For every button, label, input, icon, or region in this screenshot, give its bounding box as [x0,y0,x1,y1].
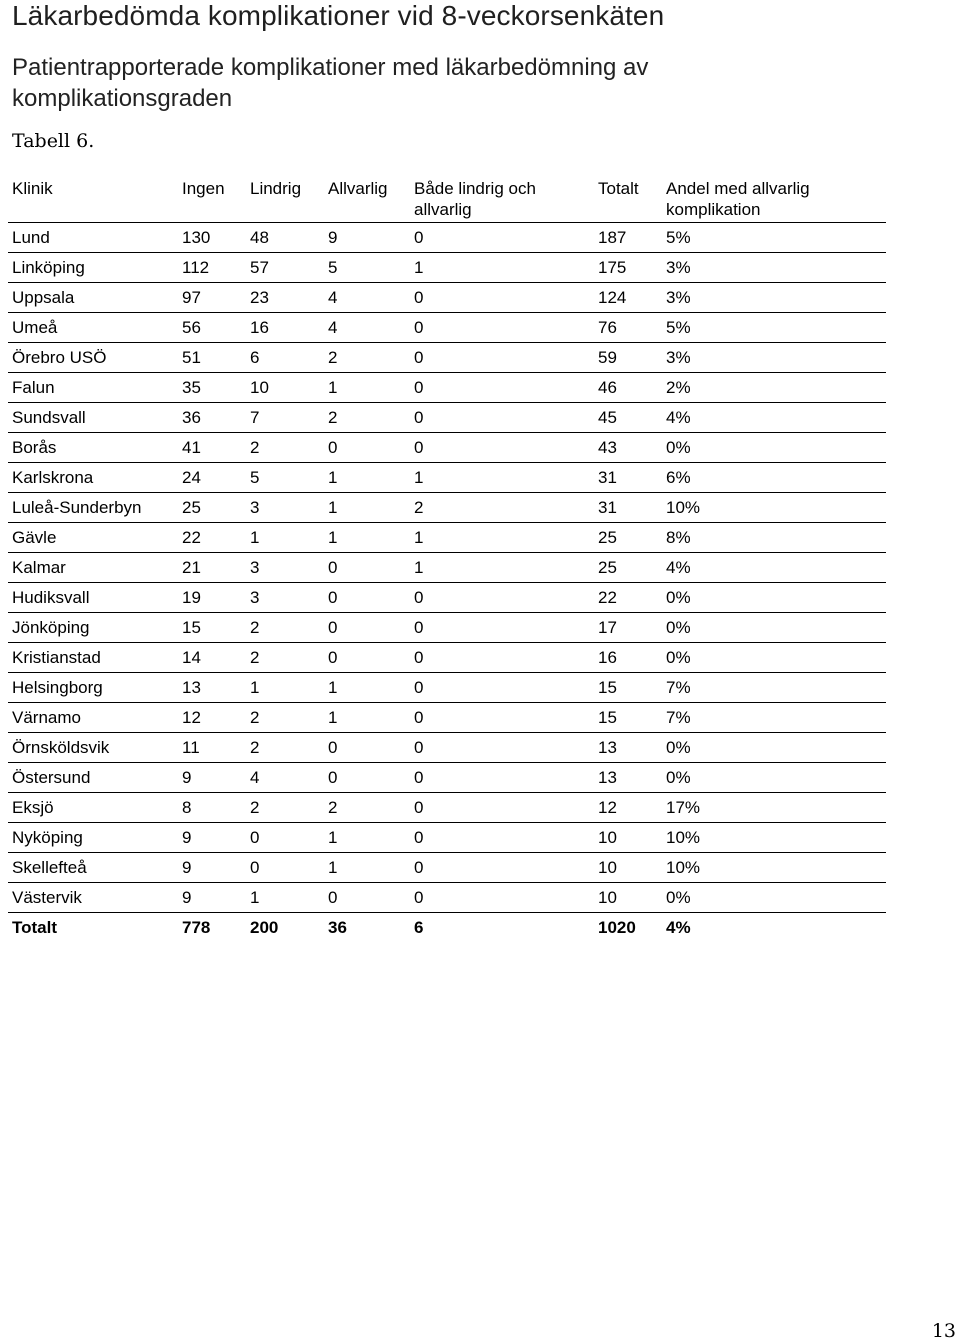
cell-allvarlig: 1 [328,527,338,547]
total-ingen: 778 [182,917,211,937]
complications-table [8,172,886,942]
cell-andel: 0% [666,737,691,757]
cell-andel: 10% [666,827,701,847]
table-row [8,612,886,642]
cell-andel: 3% [666,257,691,277]
total-row [8,912,886,942]
cell-totalt: 175 [598,257,627,277]
cell-ingen: 112 [182,257,210,277]
cell-andel: 0% [666,647,691,667]
cell-allvarlig: 1 [328,377,338,397]
cell-ingen: 13 [182,677,201,697]
cell-ingen: 21 [182,557,201,577]
cell-lindrig: 0 [250,857,260,877]
cell-allvarlig: 9 [328,227,338,247]
cell-totalt: 17 [598,617,617,637]
table-row [8,762,886,792]
cell-lindrig: 1 [250,887,260,907]
cell-bade: 0 [414,887,424,907]
cell-lindrig: 6 [250,347,260,367]
cell-andel: 5% [666,317,691,337]
cell-allvarlig: 0 [328,887,338,907]
cell-klinik: Örnsköldsvik [12,737,110,757]
cell-klinik: Linköping [12,257,85,277]
cell-totalt: 15 [598,707,617,727]
cell-allvarlig: 2 [328,797,338,817]
total-allvarlig: 36 [328,917,347,937]
cell-klinik: Skellefteå [12,857,87,877]
total-totalt: 1020 [598,917,636,937]
table-row [8,312,886,342]
cell-ingen: 56 [182,317,201,337]
cell-totalt: 59 [598,347,617,367]
table-caption: Tabell 6. [12,130,95,152]
cell-andel: 4% [666,557,691,577]
cell-totalt: 31 [598,497,617,517]
table-row [8,402,886,432]
cell-bade: 0 [414,407,424,427]
cell-lindrig: 57 [250,257,269,277]
cell-allvarlig: 0 [328,437,338,457]
cell-andel: 8% [666,527,691,547]
cell-bade: 0 [414,797,424,817]
cell-klinik: Falun [12,377,55,397]
cell-bade: 1 [414,257,424,277]
cell-totalt: 10 [598,887,617,907]
cell-totalt: 25 [598,557,617,577]
cell-ingen: 41 [182,437,201,457]
cell-lindrig: 2 [250,617,260,637]
page-title: Läkarbedömda komplikationer vid 8-veckorsenkäten [12,0,665,31]
cell-allvarlig: 0 [328,737,338,757]
cell-allvarlig: 1 [328,467,338,487]
cell-bade: 0 [414,587,424,607]
cell-klinik: Karlskrona [12,467,94,487]
cell-andel: 4% [666,407,691,427]
cell-klinik: Gävle [12,527,57,547]
cell-klinik: Värnamo [12,707,81,727]
cell-ingen: 12 [182,707,201,727]
cell-bade: 0 [414,317,424,337]
cell-lindrig: 2 [250,707,260,727]
header-andel: Andel med allvarlig komplikation [666,179,810,219]
cell-bade: 0 [414,227,424,247]
table-row [8,222,886,252]
cell-bade: 0 [414,677,424,697]
total-klinik: Totalt [12,917,58,937]
cell-allvarlig: 1 [328,497,338,517]
cell-andel: 7% [666,707,691,727]
table-row [8,342,886,372]
cell-klinik: Hudiksvall [12,587,90,607]
cell-ingen: 35 [182,377,201,397]
cell-totalt: 124 [598,287,627,307]
cell-klinik: Örebro USÖ [12,347,107,367]
cell-allvarlig: 0 [328,617,338,637]
cell-bade: 0 [414,647,424,667]
cell-allvarlig: 4 [328,287,338,307]
cell-allvarlig: 4 [328,317,338,337]
cell-lindrig: 2 [250,437,260,457]
cell-bade: 0 [414,857,424,877]
header-totalt: Totalt [598,179,639,198]
cell-lindrig: 3 [250,497,260,517]
table-row [8,882,886,912]
table-row [8,822,886,852]
cell-andel: 17% [666,797,701,817]
cell-ingen: 9 [182,887,192,907]
cell-lindrig: 16 [250,317,269,337]
cell-klinik: Nyköping [12,827,83,847]
cell-ingen: 97 [182,287,201,307]
cell-bade: 0 [414,737,424,757]
header-klinik: Klinik [12,179,53,198]
cell-totalt: 10 [598,857,617,877]
cell-totalt: 22 [598,587,617,607]
cell-bade: 0 [414,707,424,727]
cell-bade: 0 [414,827,424,847]
cell-lindrig: 10 [250,377,269,397]
total-andel: 4% [666,917,691,937]
cell-allvarlig: 1 [328,857,338,877]
cell-bade: 0 [414,377,424,397]
header-allvarlig: Allvarlig [328,179,388,198]
header-lindrig: Lindrig [250,179,302,198]
header-row [8,172,886,222]
cell-klinik: Eksjö [12,797,54,817]
cell-ingen: 19 [182,587,201,607]
cell-ingen: 8 [182,797,192,817]
cell-totalt: 25 [598,527,617,547]
cell-ingen: 9 [182,857,192,877]
cell-klinik: Helsingborg [12,677,103,697]
table-row [8,702,886,732]
cell-lindrig: 1 [250,527,260,547]
total-bade: 6 [414,917,424,937]
cell-lindrig: 7 [250,407,260,427]
table-body [8,222,886,942]
table-row [8,492,886,522]
cell-lindrig: 2 [250,797,260,817]
cell-totalt: 16 [598,647,617,667]
cell-ingen: 24 [182,467,201,487]
cell-totalt: 43 [598,437,617,457]
cell-allvarlig: 0 [328,557,338,577]
cell-ingen: 9 [182,827,192,847]
cell-allvarlig: 2 [328,407,338,427]
header-bade: Både lindrig och allvarlig [414,179,536,219]
cell-andel: 3% [666,347,691,367]
table-row [8,732,886,762]
cell-andel: 10% [666,497,701,517]
cell-bade: 0 [414,617,424,637]
cell-ingen: 51 [182,347,201,367]
table-row [8,672,886,702]
cell-totalt: 46 [598,377,617,397]
cell-ingen: 130 [182,227,211,247]
cell-klinik: Kalmar [12,557,66,577]
cell-lindrig: 2 [250,737,260,757]
table-row [8,852,886,882]
cell-totalt: 15 [598,677,617,697]
table-row [8,372,886,402]
cell-allvarlig: 0 [328,767,338,787]
table-header [8,172,886,222]
cell-totalt: 76 [598,317,617,337]
cell-bade: 0 [414,347,424,367]
cell-bade: 2 [414,497,424,517]
cell-lindrig: 3 [250,557,260,577]
cell-andel: 0% [666,437,691,457]
cell-allvarlig: 0 [328,647,338,667]
table-row [8,252,886,282]
cell-lindrig: 23 [250,287,269,307]
cell-lindrig: 48 [250,227,269,247]
cell-andel: 0% [666,587,691,607]
cell-klinik: Västervik [12,887,82,907]
cell-andel: 0% [666,767,691,787]
cell-allvarlig: 1 [328,827,338,847]
cell-andel: 6% [666,467,691,487]
table-row [8,552,886,582]
cell-klinik: Lund [12,227,50,247]
table-row [8,462,886,492]
cell-andel: 5% [666,227,691,247]
cell-ingen: 22 [182,527,201,547]
cell-klinik: Jönköping [12,617,90,637]
cell-klinik: Luleå-Sunderbyn [12,497,142,517]
cell-lindrig: 1 [250,677,260,697]
cell-klinik: Borås [12,437,57,457]
cell-ingen: 15 [182,617,201,637]
table-row [8,282,886,312]
cell-ingen: 14 [182,647,201,667]
cell-totalt: 13 [598,737,617,757]
cell-bade: 1 [414,467,424,487]
table-row [8,432,886,462]
cell-ingen: 11 [182,737,200,757]
cell-bade: 0 [414,437,424,457]
cell-allvarlig: 0 [328,587,338,607]
table-row [8,642,886,672]
cell-allvarlig: 1 [328,707,338,727]
cell-bade: 1 [414,527,424,547]
cell-lindrig: 0 [250,827,260,847]
page-subtitle: Patientrapporterade komplikationer med läkarbedömning av komplikationsgraden [12,54,649,112]
cell-andel: 7% [666,677,691,697]
cell-klinik: Uppsala [12,287,75,307]
cell-totalt: 31 [598,467,617,487]
cell-totalt: 13 [598,767,617,787]
cell-klinik: Umeå [12,317,58,337]
cell-klinik: Östersund [12,767,91,787]
cell-totalt: 187 [598,227,627,247]
cell-allvarlig: 2 [328,347,338,367]
cell-lindrig: 2 [250,647,260,667]
cell-andel: 0% [666,887,691,907]
cell-bade: 0 [414,287,424,307]
cell-klinik: Sundsvall [12,407,86,427]
cell-andel: 0% [666,617,691,637]
cell-bade: 1 [414,557,424,577]
cell-ingen: 9 [182,767,192,787]
cell-ingen: 36 [182,407,201,427]
table-row [8,792,886,822]
cell-allvarlig: 1 [328,677,338,697]
cell-totalt: 12 [598,797,617,817]
page-number: 13 [931,1320,956,1342]
cell-allvarlig: 5 [328,257,338,277]
cell-ingen: 25 [182,497,201,517]
cell-totalt: 10 [598,827,617,847]
cell-andel: 2% [666,377,691,397]
total-lindrig: 200 [250,917,279,937]
cell-bade: 0 [414,767,424,787]
table-row [8,582,886,612]
cell-andel: 3% [666,287,691,307]
table-row [8,522,886,552]
header-ingen: Ingen [182,179,225,198]
cell-totalt: 45 [598,407,617,427]
cell-lindrig: 5 [250,467,260,487]
cell-lindrig: 4 [250,767,260,787]
cell-andel: 10% [666,857,701,877]
cell-lindrig: 3 [250,587,260,607]
cell-klinik: Kristianstad [12,647,101,667]
